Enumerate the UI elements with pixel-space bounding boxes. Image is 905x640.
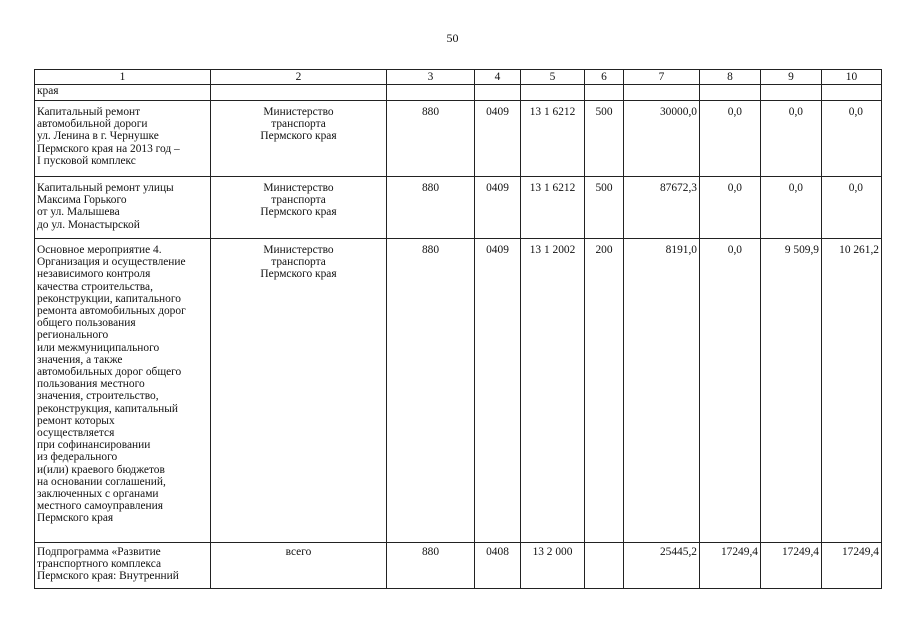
name-line: Капитальный ремонт улицы <box>37 182 174 194</box>
budget-table <box>34 69 882 589</box>
row-grbs-cell: 880 <box>387 101 475 177</box>
table-row <box>35 543 882 589</box>
header-cell-4: 4 <box>475 70 521 85</box>
row-value-8-cell: 17249,4 <box>700 543 761 589</box>
row-value-9-cell: 9 509,9 <box>761 239 822 543</box>
name-line: общего пользования <box>37 317 136 330</box>
executor-line: транспорта <box>271 118 326 131</box>
name-line: Пермского края <box>37 512 114 525</box>
row-rzpr-cell: 0409 <box>475 177 521 239</box>
name-line: качества строительства, <box>37 280 153 293</box>
empty-cell <box>585 85 624 101</box>
row-csr-cell: 13 2 000 <box>521 543 585 589</box>
name-line: Подпрограмма «Развитие <box>37 546 161 558</box>
executor-line: Пермского края <box>260 268 337 281</box>
name-line: пользования местного <box>37 378 145 391</box>
table-row <box>35 101 882 177</box>
name-line: значения, строительство, <box>37 390 159 403</box>
executor-line: Министерство <box>263 244 334 256</box>
row-value-10-cell: 0,0 <box>822 101 882 177</box>
executor-line: Пермского края <box>260 130 337 143</box>
row-value-10-cell: 17249,4 <box>822 543 882 589</box>
row-executor-cell <box>211 101 387 177</box>
empty-cell <box>521 85 585 101</box>
row-value-7-cell: 30000,0 <box>624 101 700 177</box>
name-line: автомобильных дорог общего <box>37 366 182 379</box>
header-cell-2: 2 <box>211 70 387 85</box>
row-rzpr-cell: 0409 <box>475 239 521 543</box>
row-value-7-cell: 8191,0 <box>624 239 700 543</box>
name-line: независимого контроля <box>37 268 151 281</box>
name-line: осуществляется <box>37 427 115 440</box>
row-csr-cell: 13 1 6212 <box>521 101 585 177</box>
header-cell-7: 7 <box>624 70 700 85</box>
row-value-7-cell: 87672,3 <box>624 177 700 239</box>
row-vr-cell <box>585 543 624 589</box>
name-line: Пермского края: Внутренний <box>37 570 179 583</box>
name-line: до ул. Монастырской <box>37 218 140 231</box>
row-rzpr-cell: 0408 <box>475 543 521 589</box>
name-line: Пермского края на 2013 год – <box>37 142 180 155</box>
name-line: из федерального <box>37 451 118 464</box>
name-line: ремонт которых <box>37 414 115 427</box>
empty-cell <box>387 85 475 101</box>
name-line: ремонта автомобильных дорог <box>37 305 186 318</box>
header-row <box>35 70 882 85</box>
row-grbs-cell: 880 <box>387 239 475 543</box>
empty-cell <box>211 85 387 101</box>
row-csr-cell: 13 1 6212 <box>521 177 585 239</box>
executor-line: всего <box>285 546 312 558</box>
header-cell-5: 5 <box>521 70 585 85</box>
name-line: или межмуниципального <box>37 341 160 354</box>
name-line: Организация и осуществление <box>37 256 186 269</box>
row-executor-cell <box>211 543 387 589</box>
row-rzpr-cell: 0409 <box>475 101 521 177</box>
empty-cell <box>822 85 882 101</box>
row-value-9-cell: 0,0 <box>761 177 822 239</box>
row-name-cell <box>35 177 211 239</box>
row-value-8-cell: 0,0 <box>700 239 761 543</box>
row-name-cell <box>35 543 211 589</box>
name-line: автомобильной дороги <box>37 118 148 131</box>
executor-line: Министерство <box>263 182 334 194</box>
name-line: реконструкции, капитального <box>37 292 181 305</box>
empty-cell <box>624 85 700 101</box>
name-line: Капитальный ремонт <box>37 106 141 118</box>
header-cell-3: 3 <box>387 70 475 85</box>
name-line: местного самоуправления <box>37 500 163 513</box>
row-vr-cell: 500 <box>585 101 624 177</box>
row-name-cell <box>35 101 211 177</box>
row-grbs-cell: 880 <box>387 177 475 239</box>
row-value-9-cell: 17249,4 <box>761 543 822 589</box>
name-line: регионального <box>37 329 109 342</box>
name-line: ул. Ленина в г. Чернушке <box>37 130 159 143</box>
header-cell-9: 9 <box>761 70 822 85</box>
row-value-8-cell: 0,0 <box>700 101 761 177</box>
header-cell-8: 8 <box>700 70 761 85</box>
name-line: при софинансировании <box>37 439 151 452</box>
empty-cell <box>761 85 822 101</box>
executor-line: транспорта <box>271 194 326 207</box>
row-value-9-cell: 0,0 <box>761 101 822 177</box>
executor-line: Пермского края <box>260 206 337 219</box>
row-vr-cell: 200 <box>585 239 624 543</box>
executor-line: транспорта <box>271 256 326 269</box>
row-value-10-cell: 10 261,2 <box>822 239 882 543</box>
page-number: 50 <box>446 31 459 45</box>
table-row <box>35 177 882 239</box>
name-line: реконструкция, капитальный <box>37 402 179 415</box>
header-cell-6: 6 <box>585 70 624 85</box>
name-line: I пусковой комплекс <box>37 154 136 167</box>
row-csr-cell: 13 1 2002 <box>521 239 585 543</box>
row-value-7-cell: 25445,2 <box>624 543 700 589</box>
row-value-8-cell: 0,0 <box>700 177 761 239</box>
continuation-row <box>35 85 882 101</box>
row-grbs-cell: 880 <box>387 543 475 589</box>
header-cell-1: 1 <box>35 70 211 85</box>
name-line: и(или) краевого бюджетов <box>37 463 165 476</box>
name-line: от ул. Малышева <box>37 206 120 219</box>
empty-cell <box>475 85 521 101</box>
row-vr-cell: 500 <box>585 177 624 239</box>
name-line: Основное мероприятие 4. <box>37 244 162 256</box>
table-row <box>35 239 882 543</box>
row-name-cell <box>35 239 211 543</box>
empty-cell <box>700 85 761 101</box>
name-line: транспортного комплекса <box>37 558 162 571</box>
executor-line: Министерство <box>263 106 334 118</box>
row-value-10-cell: 0,0 <box>822 177 882 239</box>
name-line: значения, а также <box>37 353 123 366</box>
name-line: заключенных с органами <box>37 488 159 501</box>
header-cell-10: 10 <box>822 70 882 85</box>
name-line: на основании соглашений, <box>37 475 166 488</box>
continuation-cell: края <box>35 85 211 101</box>
row-executor-cell <box>211 177 387 239</box>
row-executor-cell <box>211 239 387 543</box>
name-line: Максима Горького <box>37 194 127 207</box>
